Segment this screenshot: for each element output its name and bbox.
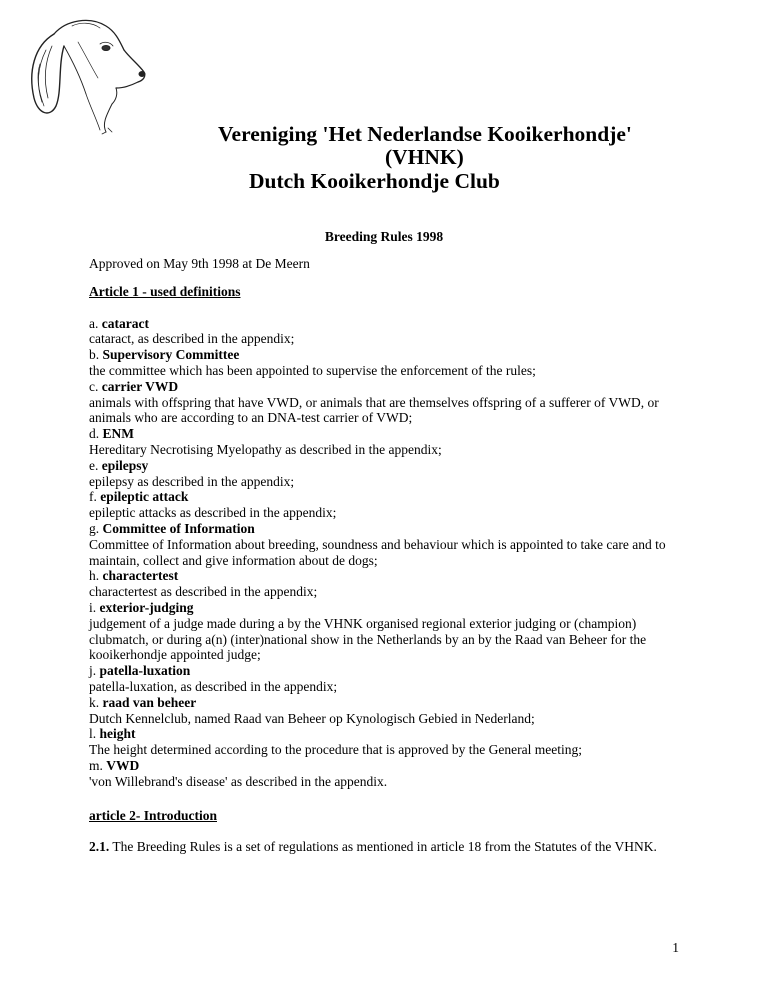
club-abbreviation: (VHNK) bbox=[385, 145, 464, 169]
definition-text: Dutch Kennelclub, named Raad van Beheer op Kynologisch Gebied in Nederland; bbox=[89, 710, 535, 726]
definition-text: epilepsy as described in the appendix; bbox=[89, 473, 295, 489]
definition-term: Supervisory Committee bbox=[102, 347, 240, 363]
definition-item bbox=[89, 426, 689, 458]
definition-item bbox=[89, 316, 689, 348]
definition-text: the committee which has been appointed to supervise the enforcement of the rules; bbox=[89, 362, 536, 378]
definition-text: animals with offspring that have VWD, or animals that are themselves offspring of a sufferer of VWD, or animals who are according to an DNA-test carrier of VWD; bbox=[89, 394, 659, 426]
definition-item bbox=[89, 489, 689, 521]
definition-text: Hereditary Necrotising Myelopathy as described in the appendix; bbox=[89, 441, 442, 457]
definition-letter: d. bbox=[89, 426, 100, 442]
definition-text: charactertest as described in the appendix; bbox=[89, 584, 318, 600]
definition-letter: m. bbox=[89, 757, 103, 773]
definition-text: Committee of Information about breeding, soundness and behaviour which is appointed to take care and to maintain, collect and give information about de dogs; bbox=[89, 536, 666, 568]
definition-text: 'von Willebrand's disease' as described in the appendix. bbox=[89, 773, 388, 789]
definition-text: judgement of a judge made during a by the VHNK organised regional exterior judging or (champion) clubmatch, or during a(n) (inter)national show in the Netherlands by an by the Raad van Beheer for the kooikerhondje appointed judge; bbox=[89, 615, 647, 663]
definition-item bbox=[89, 663, 689, 695]
definition-text: cataract, as described in the appendix; bbox=[89, 331, 295, 347]
definition-letter: e. bbox=[89, 457, 99, 473]
approval-note: Approved on May 9th 1998 at De Meern bbox=[89, 256, 310, 271]
definition-term: VWD bbox=[106, 757, 140, 773]
definition-term: height bbox=[99, 726, 136, 742]
definition-letter: l. bbox=[89, 726, 97, 742]
definition-text: patella-luxation, as described in the appendix; bbox=[89, 678, 338, 694]
paragraph-number: 2.1. bbox=[89, 839, 110, 855]
definition-term: exterior-judging bbox=[99, 599, 194, 615]
definition-term: epileptic attack bbox=[100, 489, 189, 505]
page-number: 1 bbox=[672, 940, 679, 955]
definition-letter: g. bbox=[89, 520, 100, 536]
definition-item bbox=[89, 600, 689, 663]
definition-letter: a. bbox=[89, 315, 99, 331]
definition-letter: f. bbox=[89, 489, 97, 505]
definition-term: Committee of Information bbox=[102, 520, 255, 536]
definition-item bbox=[89, 758, 689, 790]
definition-term: ENM bbox=[102, 426, 134, 442]
definition-letter: b. bbox=[89, 347, 100, 363]
definition-item bbox=[89, 458, 689, 490]
article-1-title: Article 1 - used definitions bbox=[89, 283, 241, 299]
definition-letter: i. bbox=[89, 599, 97, 615]
kooikerhondje-dog-head-icon bbox=[20, 6, 150, 136]
article-2-title: article 2- Introduction bbox=[89, 807, 217, 823]
definition-term: charactertest bbox=[102, 568, 179, 584]
definition-term: patella-luxation bbox=[99, 663, 191, 679]
definition-item bbox=[89, 695, 689, 727]
definition-item bbox=[89, 379, 689, 426]
definition-term: raad van beheer bbox=[102, 694, 197, 710]
definition-item bbox=[89, 568, 689, 600]
paragraph-text: The Breeding Rules is a set of regulations as mentioned in article 18 from the Statutes of the VHNK. bbox=[109, 839, 657, 855]
club-name-line1: Vereniging 'Het Nederlandse Kooikerhondje' bbox=[218, 122, 632, 146]
definition-term: carrier VWD bbox=[101, 378, 179, 394]
document-subtitle: Breeding Rules 1998 bbox=[324, 229, 444, 244]
club-name-english: Dutch Kooikerhondje Club bbox=[249, 169, 500, 193]
article-2-paragraph bbox=[89, 839, 689, 855]
definition-letter: c. bbox=[89, 378, 99, 394]
definition-term: epilepsy bbox=[101, 457, 149, 473]
definitions-list bbox=[89, 316, 689, 790]
definition-text: epileptic attacks as described in the appendix; bbox=[89, 505, 337, 521]
document-body bbox=[89, 256, 689, 855]
definition-item bbox=[89, 347, 689, 379]
definition-letter: h. bbox=[89, 568, 100, 584]
definition-item bbox=[89, 726, 689, 758]
definition-term: cataract bbox=[101, 315, 149, 331]
definition-letter: j. bbox=[89, 663, 97, 679]
definition-text: The height determined according to the procedure that is approved by the General meeting; bbox=[89, 742, 582, 758]
definition-item bbox=[89, 521, 689, 568]
definition-letter: k. bbox=[89, 694, 100, 710]
